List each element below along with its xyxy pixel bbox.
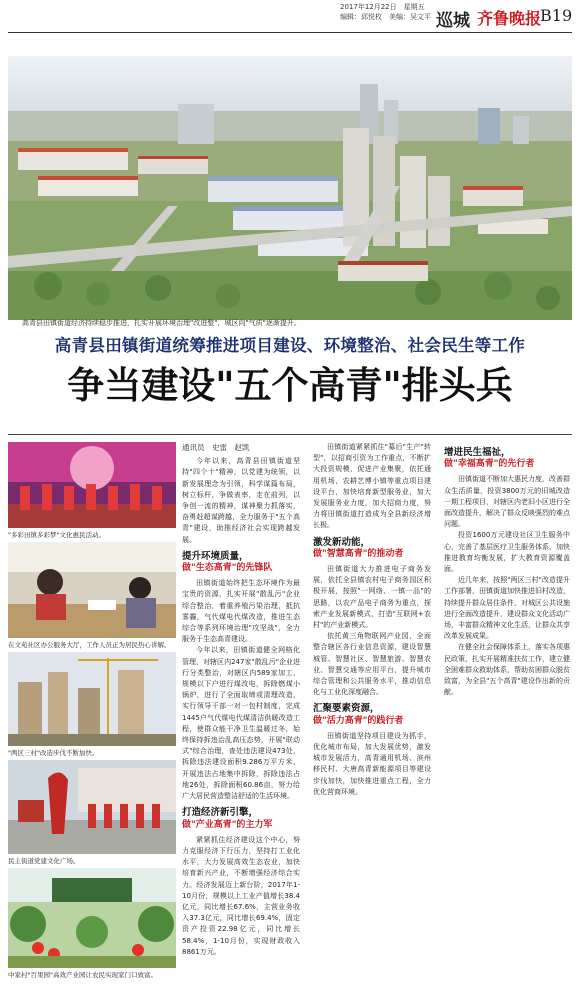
paragraph: 田镇街道始终把生态环境作为最宝贵的资源，扎实开展"散乱污"企业综合整治，着重养殖污染治理，抵抗雾霾，气代煤电代煤改造，推进生态综合等系列环境治理"攻坚战"，全力服务于生态高青建设。 <box>182 579 300 644</box>
party-square-illustration <box>8 760 176 854</box>
photo-dance-performance <box>8 442 176 528</box>
aerial-city-illustration <box>8 56 572 320</box>
newspaper-logo: 齐鲁晚报 <box>477 9 542 28</box>
section-subheading: 做"智慧高青"的推动者 <box>313 548 404 559</box>
hero-caption: 高青县田镇街道经济持续稳步推进，扎实开展环境治理"改进整"，城区向"气质"逐渐提升。 <box>22 319 301 327</box>
photo-caption-1: "多彩田镇多彩梦"文化惠民活动。 <box>8 531 105 539</box>
service-hall-illustration <box>8 542 176 638</box>
paragraph: 田镇街道大力推进电子商务发展，依托全县镇农村电子商务园区积极开展，按照"一网络、一镇一品"的思路，以农产品电子商务为重点，探索产业发展新模式，打造"互联网+农村"的产业新模式。 <box>313 565 431 630</box>
paragraph: 投资1600万元建设社区卫生服务中心，完善了基层医疗卫生服务体系，加快推进教育均衡发展，扩大教育资源覆盖面。 <box>444 531 570 574</box>
photo-orchard <box>8 868 176 968</box>
page-number: B19 <box>540 6 573 25</box>
issue-date: 2017年12月22日 星期五 <box>340 3 425 11</box>
construction-illustration <box>8 652 176 746</box>
section-heading: 汇聚要素资源， <box>313 703 380 715</box>
paragraph: 田镇街道紧紧抓住"募后"生产"转型"，以招商引资为工作重点，不断扩大投资规模，促进产业集聚，依托通用机场，农耕艺博小镇等重点项目建设平台，加快培育新型服务业，加大发展服务业力度，加大招商力度，努力将田镇街道打造成为全县新经济增长极。 <box>313 443 431 530</box>
aerial-city-photo <box>8 56 572 320</box>
paragraph: 今年以来，田镇街道健全网格化管理，对辖区内247家"散乱污"企业进行分类整治，对辖区内589家加工、规模以下户进行煤改电，拆除燃煤小锅炉，进行了全面取缔或清理改造，实行领导干部一对一包村制度，完成1445户气代煤电代煤清洁供暖改造工程，使群众能干净卫生温暖过冬，始终保持拆违治乱高压态势，开展"联动式"综合治理，查处违法建设473处，拆除违法建设面积9.286万平方米，开展违法占地集中拆除，拆除违法占地26处，拆除面积60.86亩，努力给广大居民营造整洁舒适的生活环境。 <box>182 646 300 801</box>
section-heading: 增进民生福祉， <box>444 447 511 458</box>
paragraph: 田镇街道不断加大惠民力度，改善群众生活质量，投资3800万元的旧城改造一期工程项目，对辖区内老旧小区进行全面改造提升，解决了群众反映强烈的难点问题。 <box>444 475 570 529</box>
photo-construction <box>8 652 176 746</box>
dance-photo-illustration <box>8 442 176 528</box>
photo-caption-5: 中家村"百果园"高效产业园让农民实现家门口致富。 <box>8 971 157 979</box>
page-header <box>0 0 580 34</box>
article-column-1 <box>182 442 300 987</box>
section-heading: 提升环境质量， <box>182 550 249 562</box>
section-heading: 激发新动能， <box>313 536 371 548</box>
section-subheading: 做"生态高青"的先锋队 <box>182 563 273 574</box>
section-name: 巡城 <box>436 11 470 31</box>
article-column-2 <box>313 442 431 987</box>
section-heading: 打造经济新引擎， <box>182 807 259 819</box>
byline: 通讯员 史雷 赵凯 <box>182 443 250 452</box>
issue-meta <box>340 2 431 22</box>
article-column-3 <box>444 442 570 987</box>
lead-paragraph: 今年以来，高青县田镇街道坚持"四个十"精神，以党建为统领，以新发展理念为引领，科学谋篇布局，树立标杆，争做表率，走在前列，以争创一流的精神，谋神聚力抓落实，奋勇赶超谋跨越，全力服务于"五个高青"建设，助推经济社会实现跨越发展。 <box>182 457 300 544</box>
photo-caption-3: "两区三村"改造步伐不断加快。 <box>8 749 99 757</box>
paragraph: 田镇街道坚持项目建设为抓手，优化城市布局，加大发展优势，激发城市发展活力，高青通用机场、滨州移民村、大唐高青新能源项目等建设步伐加快，加快推进重点工程，全力优化营商环境。 <box>313 731 431 796</box>
main-headline: 争当建设"五个高青"排头兵 <box>67 363 513 407</box>
section-subheading: 做"幸福高青"的先行者 <box>444 459 535 470</box>
editor-credits: 编辑：邱悦枚 美编：吴文平 <box>340 13 431 21</box>
orchard-illustration <box>8 868 176 968</box>
headline-rule <box>8 434 572 435</box>
paragraph: 依托黄三角物联网产业园，全面整合辖区各行业信息资源，建设智慧城管、智慧社区、智慧旅游、智慧农业、智慧交通等应用平台，提升城市综合管理和公共服务水平，推动信息化与工业化深度融合。 <box>313 632 431 697</box>
photo-party-square <box>8 760 176 854</box>
header-rule <box>8 32 572 33</box>
photo-caption-4: 民主街道党建文化广场。 <box>8 857 80 865</box>
subheadline: 高青县田镇街道统筹推进项目建设、环境整治、社会民生等工作 <box>54 336 526 355</box>
paragraph: 紧紧抓住经济建设这个中心，努力克服经济下行压力，坚持打工业化水平，大力发展高效生态农业，加快培育新兴产业，不断增强经济综合实力。经济发展迈上新台阶，2017年1-10月份，规模以上工业产值增长38.4亿元，同比增长67.6%，主营业务收入37.3亿元，同比增长69.4%，固定资产投资22.98亿元，同比增长58.4%，1-10月份，实现财政收入8861万元。 <box>182 835 300 956</box>
paragraph: 在健全社会保障体系上，落实各项惠民政策，扎实开展精准扶贫工作，建立健全困难群众救助体系，帮助贫困群众脱贫致富，为全县"五个高青"建设作出新的贡献。 <box>444 643 570 697</box>
photo-service-hall <box>8 542 176 638</box>
paragraph: 近几年来，按照"两区三村"改造提升工作部署，田镇街道加快推进旧村改造，持续提升群众居住条件，对城区公共设施进行全面改造提升，建设群众文化活动广场，丰富群众精神文化生活，让群众共享改革发展成果。 <box>444 576 570 641</box>
section-subheading: 做"活力高青"的践行者 <box>313 715 404 726</box>
section-subheading: 做"产业高青"的主力军 <box>182 819 273 830</box>
photo-caption-2: 在文苑社区办公服务大厅，工作人员正为居民热心讲解。 <box>8 641 171 649</box>
